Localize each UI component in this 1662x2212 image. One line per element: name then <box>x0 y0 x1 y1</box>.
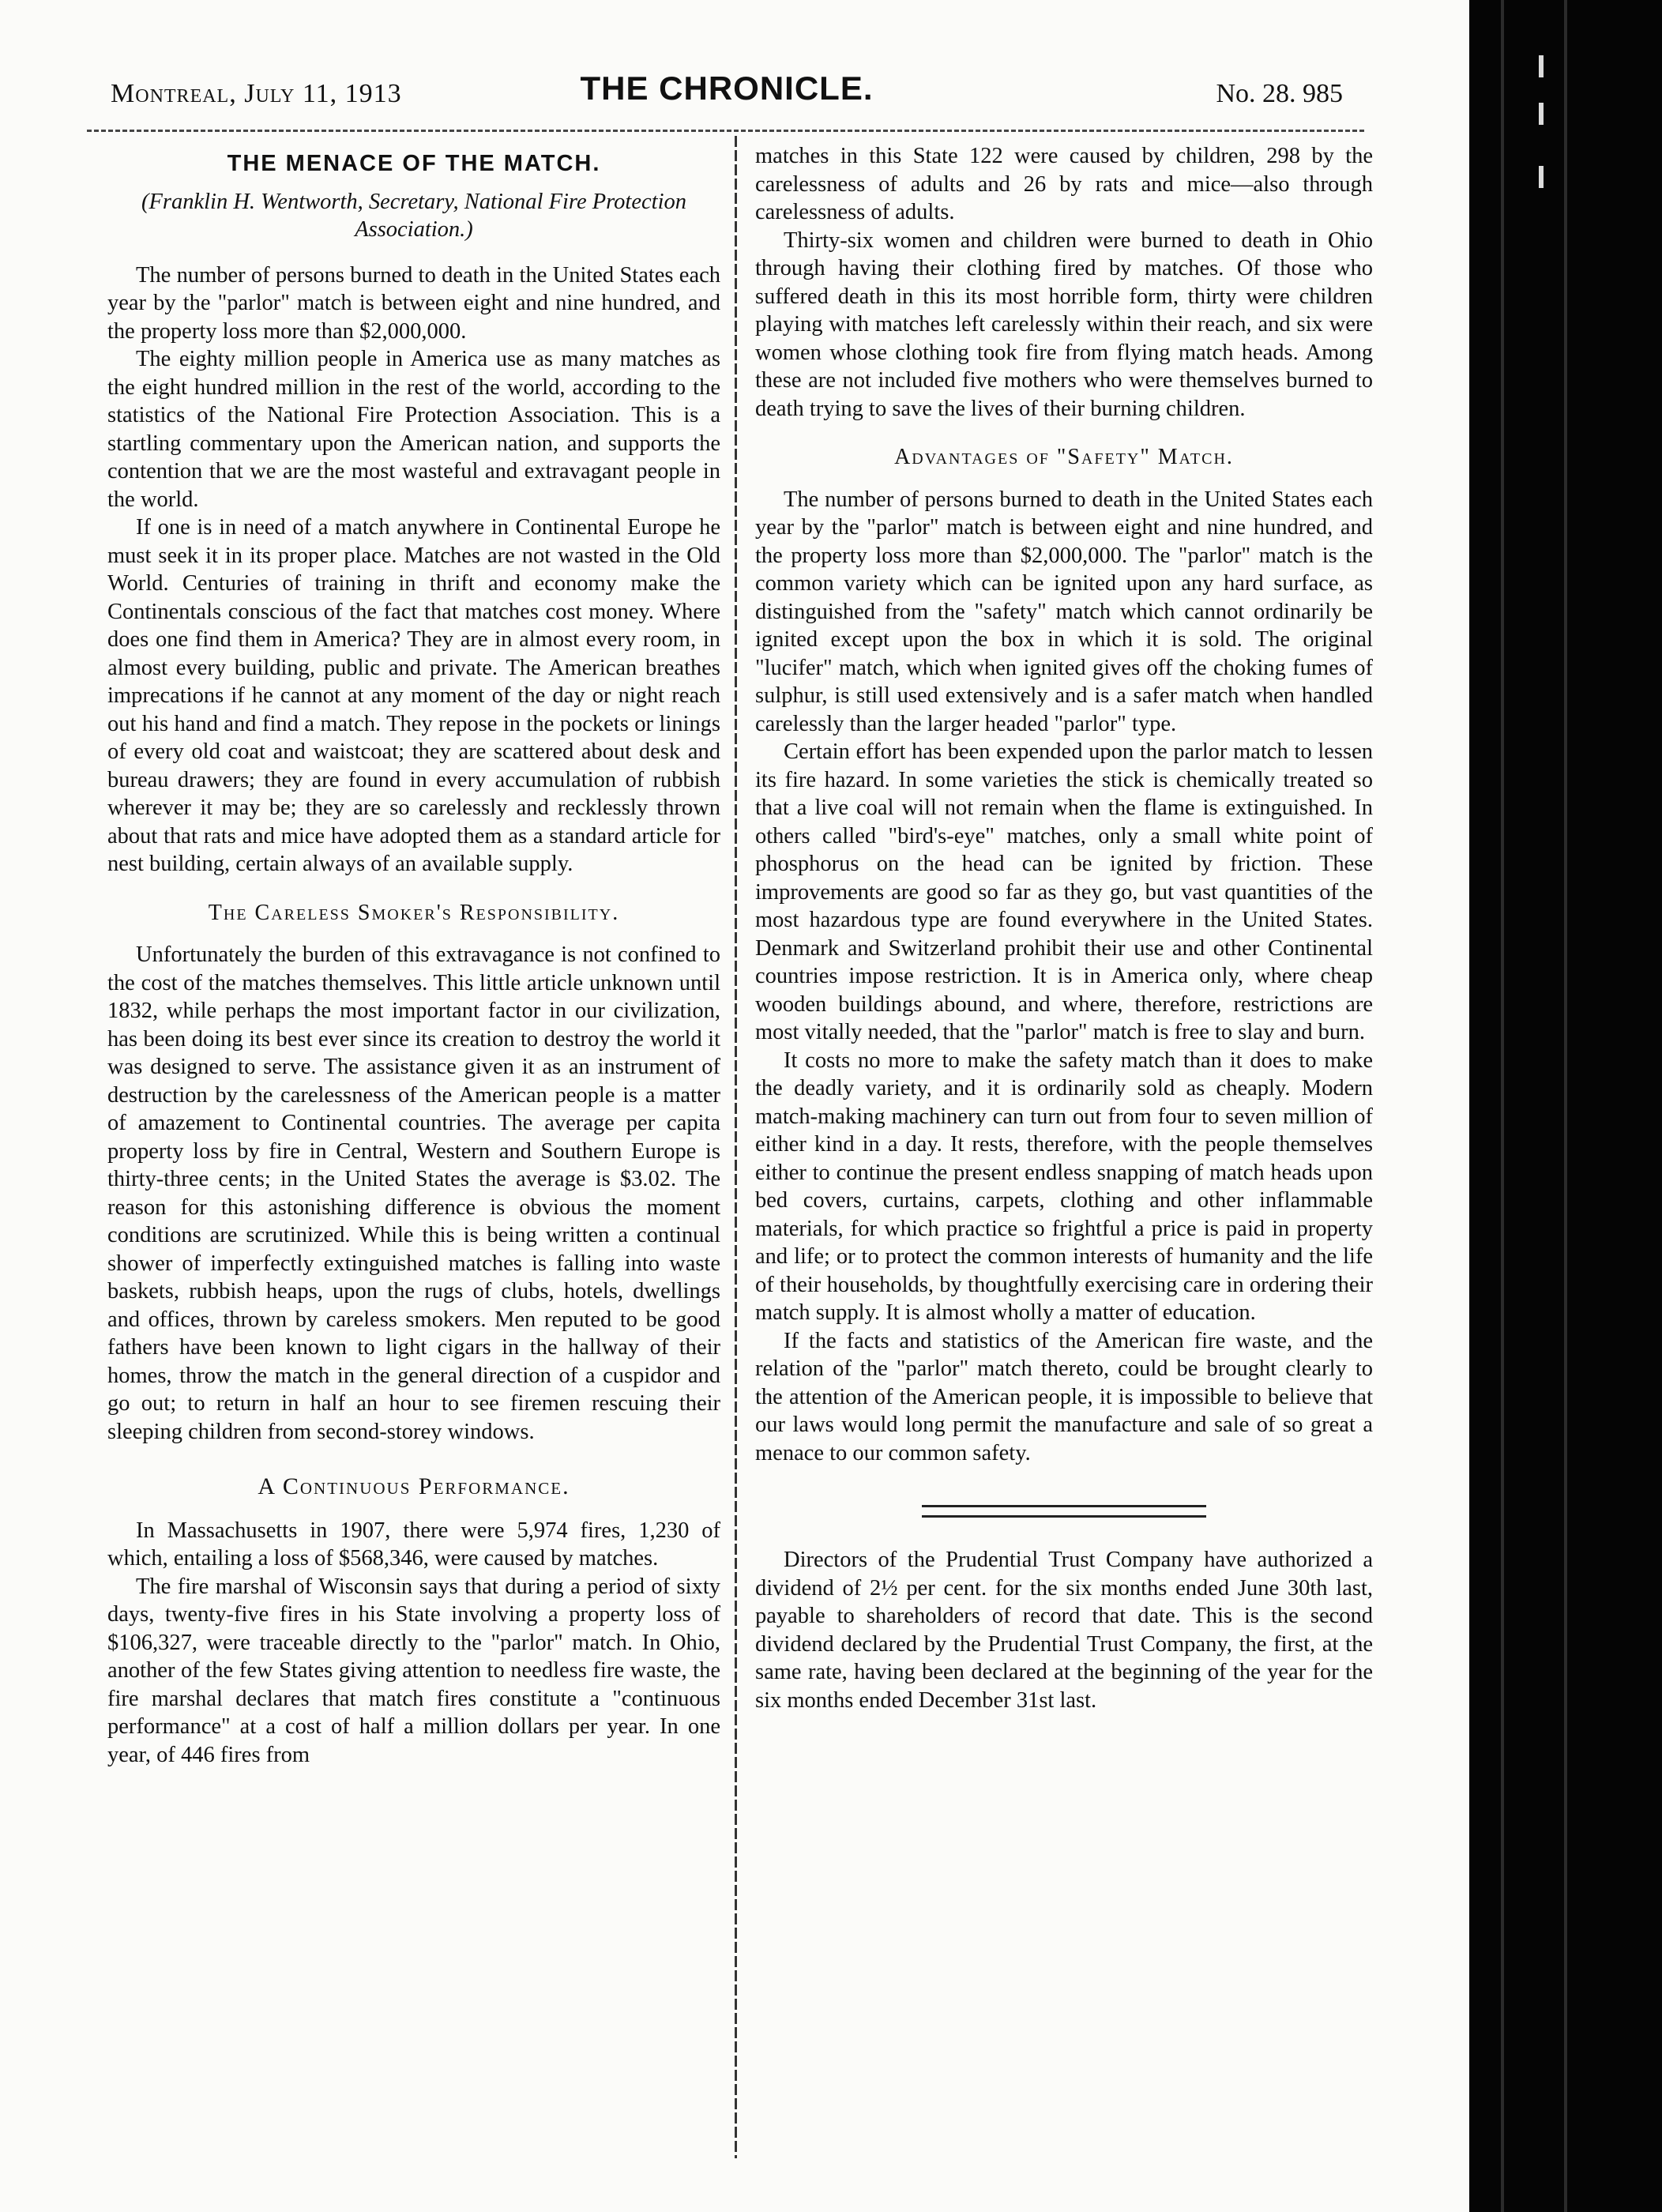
book-edge <box>1469 0 1662 2212</box>
right-column <box>755 142 1373 1714</box>
left-column <box>107 142 720 1769</box>
paragraph-continuation: matches in this State 122 were caused by children, 298 by the carelessness of adults and 26 by rats and mice—also through carelessness of adults. <box>755 144 1373 224</box>
header-rule <box>87 130 1367 132</box>
article-title: THE MENACE OF THE MATCH. <box>227 151 601 176</box>
dividend-notice: Directors of the Prudential Trust Company have authorized a dividend of 2½ per cent. for the six months ended June 30th last, payable to shareholders of record that date. This is the second dividend declared by the Prudential Trust Company, the first, at the same rate, having been declared at the beginning of the year for the six months ended December 31st last. <box>755 1548 1373 1713</box>
article-byline: (Franklin H. Wentworth, Secretary, National Fire Protection Association.) <box>141 189 686 242</box>
paragraph: Thirty-six women and children were burned to death in Ohio through having their clothing fired by matches. Of those who suffered death in this its most horrible form, thirty were children playing with matches left carelessly within their reach, and six were women whose clothing took fire from flying match heads. Among these are not included five mothers who were themselves burned to death trying to save the lives of their burning children. <box>755 228 1373 421</box>
paragraph: The eighty million people in America use as many matches as the eight hundred million in the rest of the world, according to the statistics of the National Fire Protection Association. This is a startling commentary upon the American nation, and supports the contention that we are the most wasteful and extravagant people in the world. <box>107 347 720 512</box>
edge-line <box>1501 0 1504 2212</box>
column-divider <box>735 136 737 2158</box>
publication-title: THE CHRONICLE. <box>580 70 874 107</box>
edge-mark <box>1539 166 1544 188</box>
article-separator <box>922 1505 1206 1518</box>
paragraph: Unfortunately the burden of this extravagance is not confined to the cost of the matches themselves. This little article unknown until 1832, while perhaps the most important factor in our civilization, has been doing its best ever since its creation to destroy the world it was designed to serve. The assistance given it as an instrument of destruction by the carelessness of the American people is a matter of amazement to Continental countries. The average per capita property loss by fire in Central, Western and Southern Europe is thirty-three cents; in the United States the average is $3.02. The reason for this astonishing difference is obvious the moment conditions are scrutinized. While this is being written a continual shower of imperfectly extinguished matches is falling into waste baskets, rubbish heaps, upon the rugs of clubs, hotels, dwellings and offices, thrown by careless smokers. Men reputed to be good fathers have been known to light cigars in the hallway of their homes, throw the match in the general direction of a cuspidor and go out; to return in half an hour to see firemen rescuing their sleeping children from second-storey windows. <box>107 942 720 1444</box>
paragraph: Certain effort has been expended upon the parlor match to lessen its fire hazard. In some varieties the stick is chemically treated so that a live coal will not remain when the flame is extinguished. In others called "bird's-eye" matches, only a small white point of phosphorus on the head can be ignited by friction. These improvements are good so far as they go, but vast quantities of the most hazardous type are found everywhere in the United States. Denmark and Switzerland prohibit their use and other Continental countries impose restriction. It is in America only, where cheap wooden buildings abound, and where, therefore, restrictions are most vitally needed, that the "parlor" match is free to slay and burn. <box>755 739 1373 1044</box>
paragraph: In Massachusetts in 1907, there were 5,974 fires, 1,230 of which, entailing a loss of $568,346, were caused by matches. <box>107 1518 720 1571</box>
edge-mark <box>1539 103 1544 125</box>
issue-page-number: No. 28. 985 <box>1216 79 1343 108</box>
section-heading: The Careless Smoker's Responsibility. <box>208 900 620 925</box>
page-header <box>111 70 1343 117</box>
paragraph: It costs no more to make the safety match than it does to make the deadly variety, and it is ordinarily sold as cheaply. Modern match-making machinery can turn out from four to seven million of either kind in a day. It rests, therefore, with the people themselves either to continue the present endless snapping of match heads upon bed covers, curtains, carpets, clothing and other inflammable materials, for which practice so frightful a price is paid in property and life; or to protect the common interests of humanity and the life of their households, by thoughtfully exercising care in ordering their match supply. It is almost wholly a matter of education. <box>755 1048 1373 1325</box>
paragraph: The number of persons burned to death in the United States each year by the "parlor" match is between eight and nine hundred, and the property loss more than $2,000,000. The "parlor" match is the common variety which can be ignited upon any hard surface, as distinguished from the "safety" match which cannot ordinarily be ignited except upon the box in which it is sold. The original "lucifer" match, which when ignited gives off the choking fumes of sulphur, is still used extensively and is a safer match when handled carelessly than the larger headed "parlor" type. <box>755 487 1373 736</box>
paragraph: The fire marshal of Wisconsin says that during a period of sixty days, twenty-five fires in his State involving a property loss of $106,327, were traceable directly to the "parlor" match. In Ohio, another of the few States giving attention to needless fire waste, the fire marshal declares that match fires constitute a "continuous performance" at a cost of half a million dollars per year. In one year, of 446 fires from <box>107 1574 720 1767</box>
section-heading: Advantages of "Safety" Match. <box>894 445 1234 469</box>
edge-line <box>1564 0 1567 2212</box>
section-heading: A Continuous Performance. <box>258 1473 570 1499</box>
paragraph: The number of persons burned to death in the United States each year by the "parlor" match is between eight and nine hundred, and the property loss more than $2,000,000. <box>107 262 720 344</box>
paragraph: If one is in need of a match anywhere in Continental Europe he must seek it in its proper place. Matches are not wasted in the Old World. Centuries of training in thrift and economy make the Continentals conscious of the fact that matches cost money. Where does one find them in America? They are in almost every room, in almost every building, public and private. The American breathes imprecations if he cannot at any moment of the day or night reach out his hand and find a match. They repose in the pockets or linings of every old coat and waistcoat; they are scattered about desk and bureau drawers; they are found in every accumulation of rubbish wherever it may be; they are so carelessly and recklessly thrown about that rats and mice have adopted them as a standard article for nest building, certain always of an available supply. <box>107 515 720 876</box>
edge-mark <box>1539 55 1544 77</box>
paragraph: If the facts and statistics of the American fire waste, and the relation of the "parlor" match thereto, could be brought clearly to the attention of the American people, it is impossible to believe that our laws would long permit the manufacture and sale of so great a menace to our common safety. <box>755 1328 1373 1465</box>
header-dateline: Montreal, July 11, 1913 <box>111 79 402 108</box>
